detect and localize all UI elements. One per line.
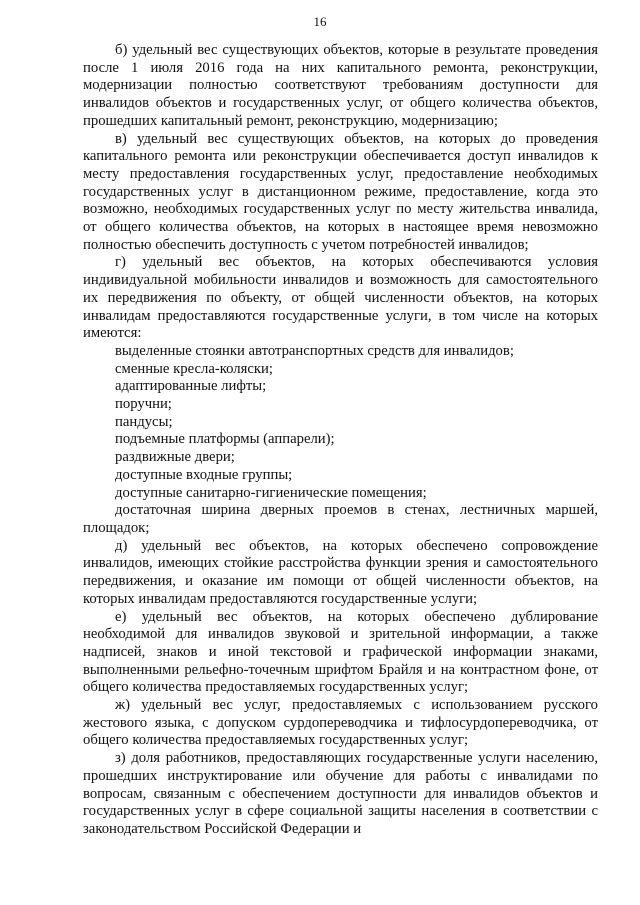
list-item-ramps: пандусы; — [115, 413, 173, 430]
paragraph-d: д) удельный вес объектов, на которых обеспечено сопровождение инвалидов, имеющих стойкие расстройства функции зрения и самостоятельного передвижения, и оказание им помощи от общей численности объектов, на которых инвалидам предоставляются государственные услуги; — [83, 537, 598, 607]
list-item-platforms: подъемные платформы (аппарели); — [115, 431, 335, 448]
list-item-sliding-doors: раздвижные двери; — [115, 449, 235, 466]
paragraph-b: б) удельный вес существующих объектов, которые в результате проведения после 1 июля 2016 года на них капитального ремонта, реконструкции, модернизации полностью соответствуют требованиям доступности для инвалидов объектов и государственных услуг, от общего количества объектов, прошедших капитальный ремонт, реконструкцию, модернизацию; — [83, 42, 598, 129]
document-body — [83, 42, 598, 839]
list-item-wheelchairs: сменные кресла-коляски; — [115, 360, 273, 377]
list-item-handrails: поручни; — [115, 396, 172, 413]
paragraph-z: з) доля работников, предоставляющих государственные услуги населению, прошедших инструктирование или обучение для работы с инвалидами по вопросам, связанным с обеспечением доступности для инвалидов объектов и государственных услуг в сфере социальной защиты населения в соответствии с законодательством Российской Федерации и — [83, 750, 598, 837]
list-item-sanitary-rooms: доступные санитарно-гигиенические помещения; — [115, 484, 427, 501]
page-number: 16 — [313, 14, 327, 29]
list-item-lifts: адаптированные лифты; — [115, 378, 267, 395]
paragraph-v: в) удельный вес существующих объектов, на которых до проведения капитального ремонта или реконструкции обеспечивается доступ инвалидов к месту предоставления государственных услуг, предоставление необходимых государственных услуг в дистанционном режиме, предоставление, когда это возможно, необходимых государственных услуг по месту жительства инвалида, от общего количества объектов, на которых в настоящее время невозможно полностью обеспечить доступность с учетом потребностей инвалидов; — [83, 130, 598, 253]
paragraph-e: е) удельный вес объектов, на которых обеспечено дублирование необходимой для инвалидов звуковой и зрительной информации, а также надписей, знаков и иной текстовой и графической информации знаками, выполненными рельефно-точечным шрифтом Брайля и на контрастном фоне, от общего количества предоставляемых государственных услуг; — [83, 608, 598, 696]
list-item-entrance-groups: доступные входные группы; — [115, 466, 293, 483]
paragraph-g: г) удельный вес объектов, на которых обеспечиваются условия индивидуальной мобильности инвалидов и возможность для самостоятельного их передвижения по объекту, от общей численности объектов, на которых инвалидам предоставляются государственные услуги, в том числе на которых имеются: — [83, 254, 598, 342]
paragraph-zh: ж) удельный вес услуг, предоставляемых с использованием русского жестового языка, с допуском сурдопереводчика и тифлосурдопереводчика, от общего количества предоставляемых государственных услуг; — [83, 697, 598, 749]
list-item-parking: выделенные стоянки автотранспортных средств для инвалидов; — [115, 342, 514, 359]
list-item-door-width: достаточная ширина дверных проемов в стенах, лестничных маршей, площадок; — [83, 502, 598, 536]
